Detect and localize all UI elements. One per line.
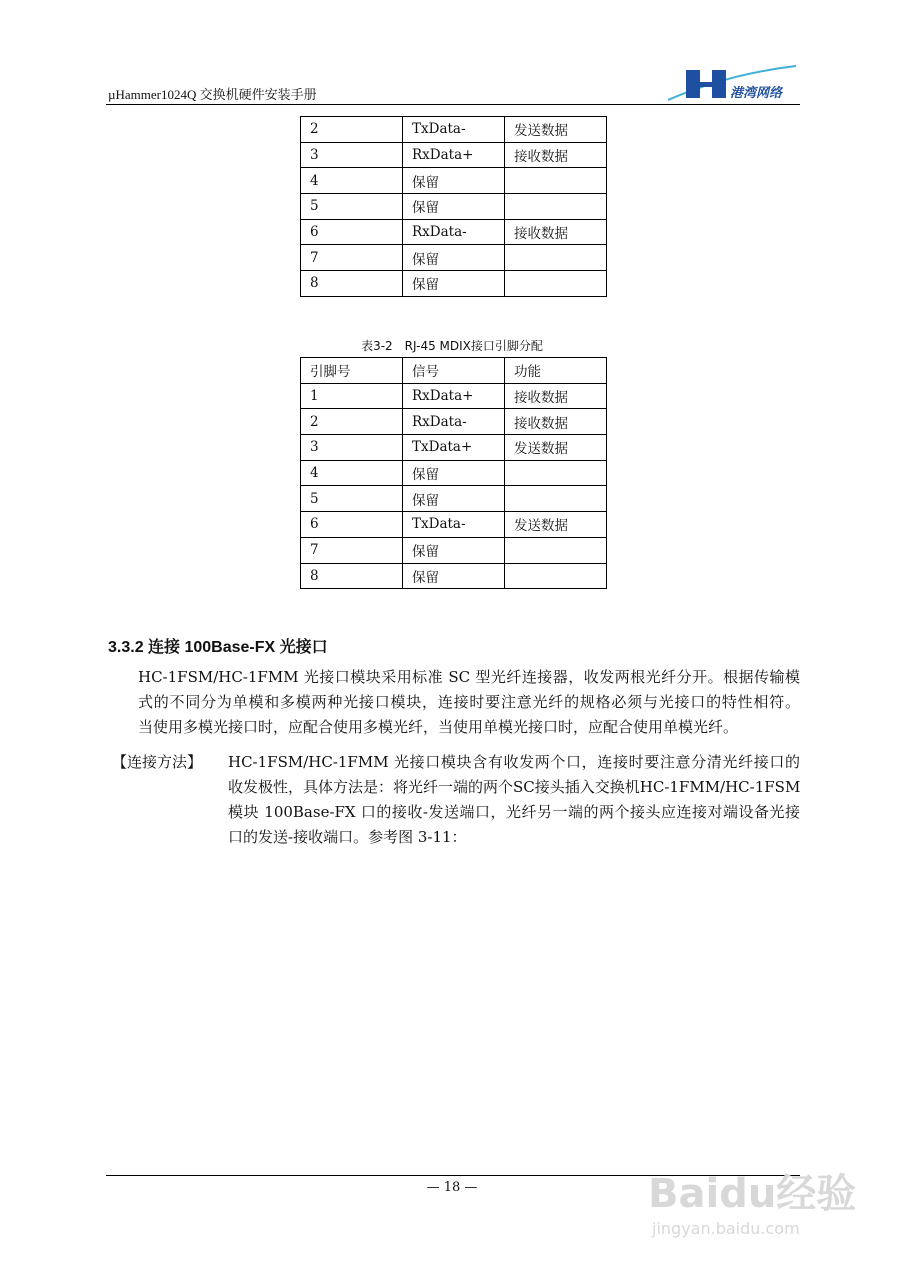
table-cell: 接收数据 [505, 409, 607, 435]
table-caption: 表3-2 RJ-45 MDIX接口引脚分配 [361, 339, 543, 353]
table-row [301, 435, 607, 461]
table-cell: RxData+ [403, 383, 505, 409]
table-cell: 引脚号 [301, 358, 403, 384]
header-title: µHammer1024Q 交换机硬件安装手册 [108, 87, 317, 102]
table-cell: 7 [301, 537, 403, 563]
table-row [301, 219, 607, 245]
table-cell: 信号 [403, 358, 505, 384]
table-row [301, 460, 607, 486]
table-cell [505, 168, 607, 194]
table-cell: 8 [301, 563, 403, 589]
table-cell [505, 271, 607, 297]
table-row [301, 245, 607, 271]
table-cell [505, 486, 607, 512]
table-cell [505, 245, 607, 271]
table-cell: 3 [301, 435, 403, 461]
table-row [301, 537, 607, 563]
table-cell: 1 [301, 383, 403, 409]
table-row [301, 383, 607, 409]
table-cell: 发送数据 [505, 117, 607, 143]
pin-table-mdix [300, 357, 607, 589]
table-cell: 2 [301, 117, 403, 143]
table-cell: 5 [301, 486, 403, 512]
table-cell: 保留 [403, 486, 505, 512]
table-cell: 保留 [403, 460, 505, 486]
table-row [301, 358, 607, 384]
header-divider [106, 104, 800, 105]
table-row [301, 512, 607, 538]
paragraph-line: 当使用多模光接口时，应配合使用多模光纤，当使用单模光接口时，应配合使用单模光纤。 [138, 718, 739, 736]
table-row [301, 486, 607, 512]
table-cell: 4 [301, 460, 403, 486]
table-cell: RxData- [403, 219, 505, 245]
table-cell: 6 [301, 219, 403, 245]
table-cell [505, 460, 607, 486]
table-row [301, 168, 607, 194]
pin-table-mdi [300, 116, 607, 297]
table-cell: 保留 [403, 563, 505, 589]
table-cell: 保留 [403, 537, 505, 563]
method-line: 口的发送-接收端口。参考图 3-11： [228, 828, 467, 846]
table-row [301, 409, 607, 435]
paragraph-line: 式的不同分为单模和多模两种光接口模块，连接时要注意光纤的规格必须与光接口的特性相符。 [138, 693, 800, 711]
table-cell: 保留 [403, 168, 505, 194]
table-row [301, 271, 607, 297]
table-row [301, 194, 607, 220]
table-cell: RxData- [403, 409, 505, 435]
table-cell: TxData- [403, 117, 505, 143]
method-line: HC-1FSM/HC-1FMM 光接口模块含有收发两个口，连接时要注意分清光纤接口的 [228, 753, 800, 771]
table-cell [505, 194, 607, 220]
table-cell: 6 [301, 512, 403, 538]
table-cell: 保留 [403, 271, 505, 297]
section-heading: 3.3.2 连接 100Base-FX 光接口 [108, 639, 328, 656]
table-cell: TxData+ [403, 435, 505, 461]
table-cell: 接收数据 [505, 219, 607, 245]
table-cell: 7 [301, 245, 403, 271]
logo-text: 港湾网络 [730, 86, 783, 101]
paragraph-line: HC-1FSM/HC-1FMM 光接口模块采用标准 SC 型光纤连接器，收发两根光纤分开。根据传输模 [138, 668, 800, 686]
table-row [301, 117, 607, 143]
table-cell: 功能 [505, 358, 607, 384]
table-cell: 3 [301, 142, 403, 168]
table-cell: 接收数据 [505, 383, 607, 409]
watermark [648, 1162, 856, 1238]
method-line: 收发极性，具体方法是：将光纤一端的两个SC接头插入交换机HC-1FMM/HC-1FSM [228, 778, 801, 796]
watermark-url: jingyan.baidu.com [652, 1219, 800, 1238]
table-cell: RxData+ [403, 142, 505, 168]
method-label: 【连接方法】 [112, 753, 203, 771]
table-cell: 保留 [403, 194, 505, 220]
table-row [301, 142, 607, 168]
table-cell: 发送数据 [505, 512, 607, 538]
table-cell: TxData- [403, 512, 505, 538]
table-cell [505, 537, 607, 563]
table-cell: 发送数据 [505, 435, 607, 461]
table-cell: 4 [301, 168, 403, 194]
method-line: 模块 100Base-FX 口的接收-发送端口，光纤另一端的两个接头应连接对端设备光接 [228, 803, 800, 821]
table-cell: 5 [301, 194, 403, 220]
page-number: — 18 — [426, 1180, 478, 1195]
table-cell: 接收数据 [505, 142, 607, 168]
watermark-brand: Baidu经验 [648, 1171, 857, 1217]
table-cell: 2 [301, 409, 403, 435]
table-row [301, 563, 607, 589]
table-cell [505, 563, 607, 589]
table-cell: 8 [301, 271, 403, 297]
table-cell: 保留 [403, 245, 505, 271]
